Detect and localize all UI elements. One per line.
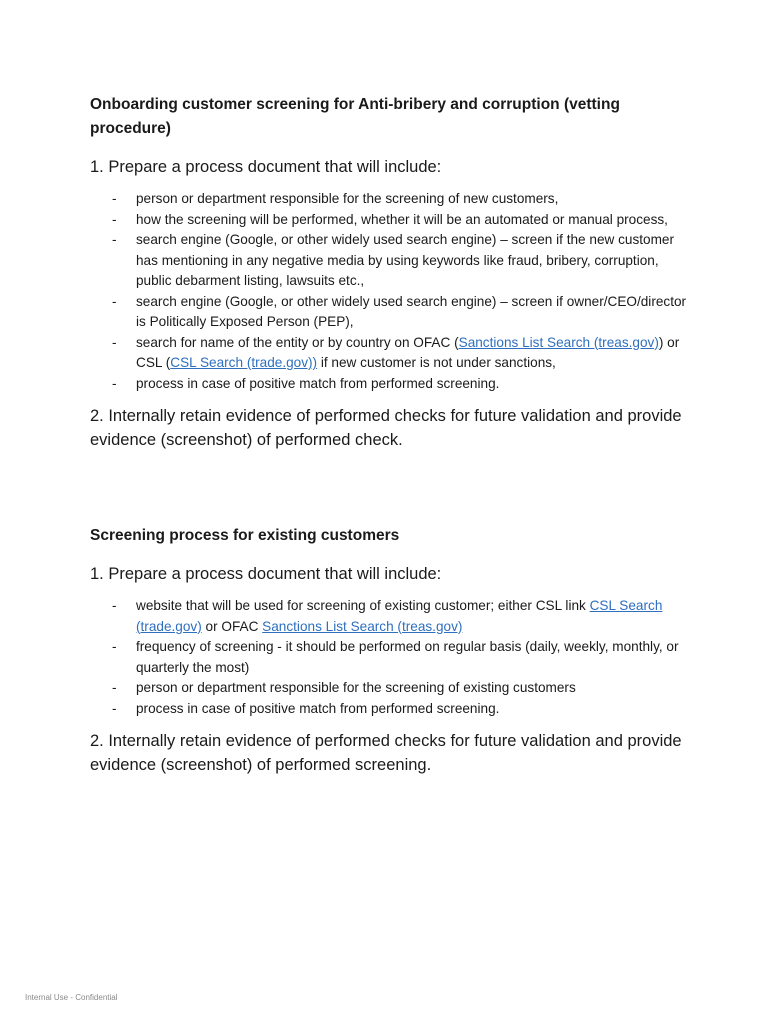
document-page [90, 93, 690, 787]
csl-search-link[interactable]: CSL Search (trade.gov) [136, 598, 663, 634]
section1-title: Onboarding customer screening for Anti-bribery and corruption (vetting procedure) [90, 96, 620, 137]
bullet-dash: - [112, 211, 117, 227]
bullet-dash: - [112, 639, 117, 654]
list-item: - search engine (Google, or other widely used search engine) – screen if owner/CEO/director is Politically Exposed Person (PEP), [112, 293, 687, 329]
section2-step1: 1. Prepare a process document that will include: [90, 565, 442, 583]
section-spacer [90, 462, 690, 524]
bullet-dash: - [112, 700, 117, 716]
list-item: - frequency of screening - it should be performed on regular basis (daily, weekly, monthly, or quarterly the most) [112, 639, 679, 675]
bullet-dash: - [112, 680, 117, 695]
section1-bullet-list [90, 189, 690, 394]
list-item: - search engine (Google, or other widely used search engine) – screen if the new customer has mentioning in any negative media by using keywords like fraud, bribery, corruption, public debarment listing, lawsuits etc., [112, 232, 675, 288]
section2-title: Screening process for existing customers [90, 527, 400, 544]
list-item: - process in case of positive match from performed screening. [90, 374, 690, 395]
section1-step2: 2. Internally retain evidence of performed checks for future validation and provide evidence (screenshot) of performed check. [90, 407, 682, 449]
bullet-dash: - [112, 375, 117, 391]
list-item: - search for name of the entity or by country on OFAC (Sanctions List Search (treas.gov)) or CSL (CSL Search (trade.gov)) if new customer is not under sanctions, [112, 334, 680, 370]
bullet-dash: - [112, 598, 117, 613]
list-item: - website that will be used for screening of existing customer; either CSL link CSL Search (trade.gov) or OFAC Sanctions List Search (treas.gov) [112, 598, 663, 634]
bullet-dash: - [112, 334, 117, 350]
list-item: - person or department responsible for the screening of existing customers [90, 678, 690, 699]
list-item: - how the screening will be performed, whether it will be an automated or manual process, [90, 210, 690, 231]
csl-search-link[interactable]: CSL Search (trade.gov)) [170, 355, 318, 370]
section1-step1: 1. Prepare a process document that will include: [90, 158, 442, 176]
bullet-dash: - [112, 191, 117, 206]
section2-bullet-list [90, 596, 690, 719]
list-item: - person or department responsible for the screening of new customers, [90, 189, 690, 210]
bullet-dash: - [112, 232, 117, 247]
list-item: - process in case of positive match from performed screening. [90, 699, 690, 720]
ofac-sanctions-link[interactable]: Sanctions List Search (treas.gov) [262, 618, 463, 634]
bullet-dash: - [112, 293, 117, 309]
section2-step2: 2. Internally retain evidence of performed checks for future validation and provide evidence (screenshot) of performed screening. [90, 732, 682, 774]
ofac-sanctions-link[interactable]: Sanctions List Search (treas.gov) [458, 334, 659, 350]
footer-classification: Internal Use - Confidential [25, 993, 118, 1002]
